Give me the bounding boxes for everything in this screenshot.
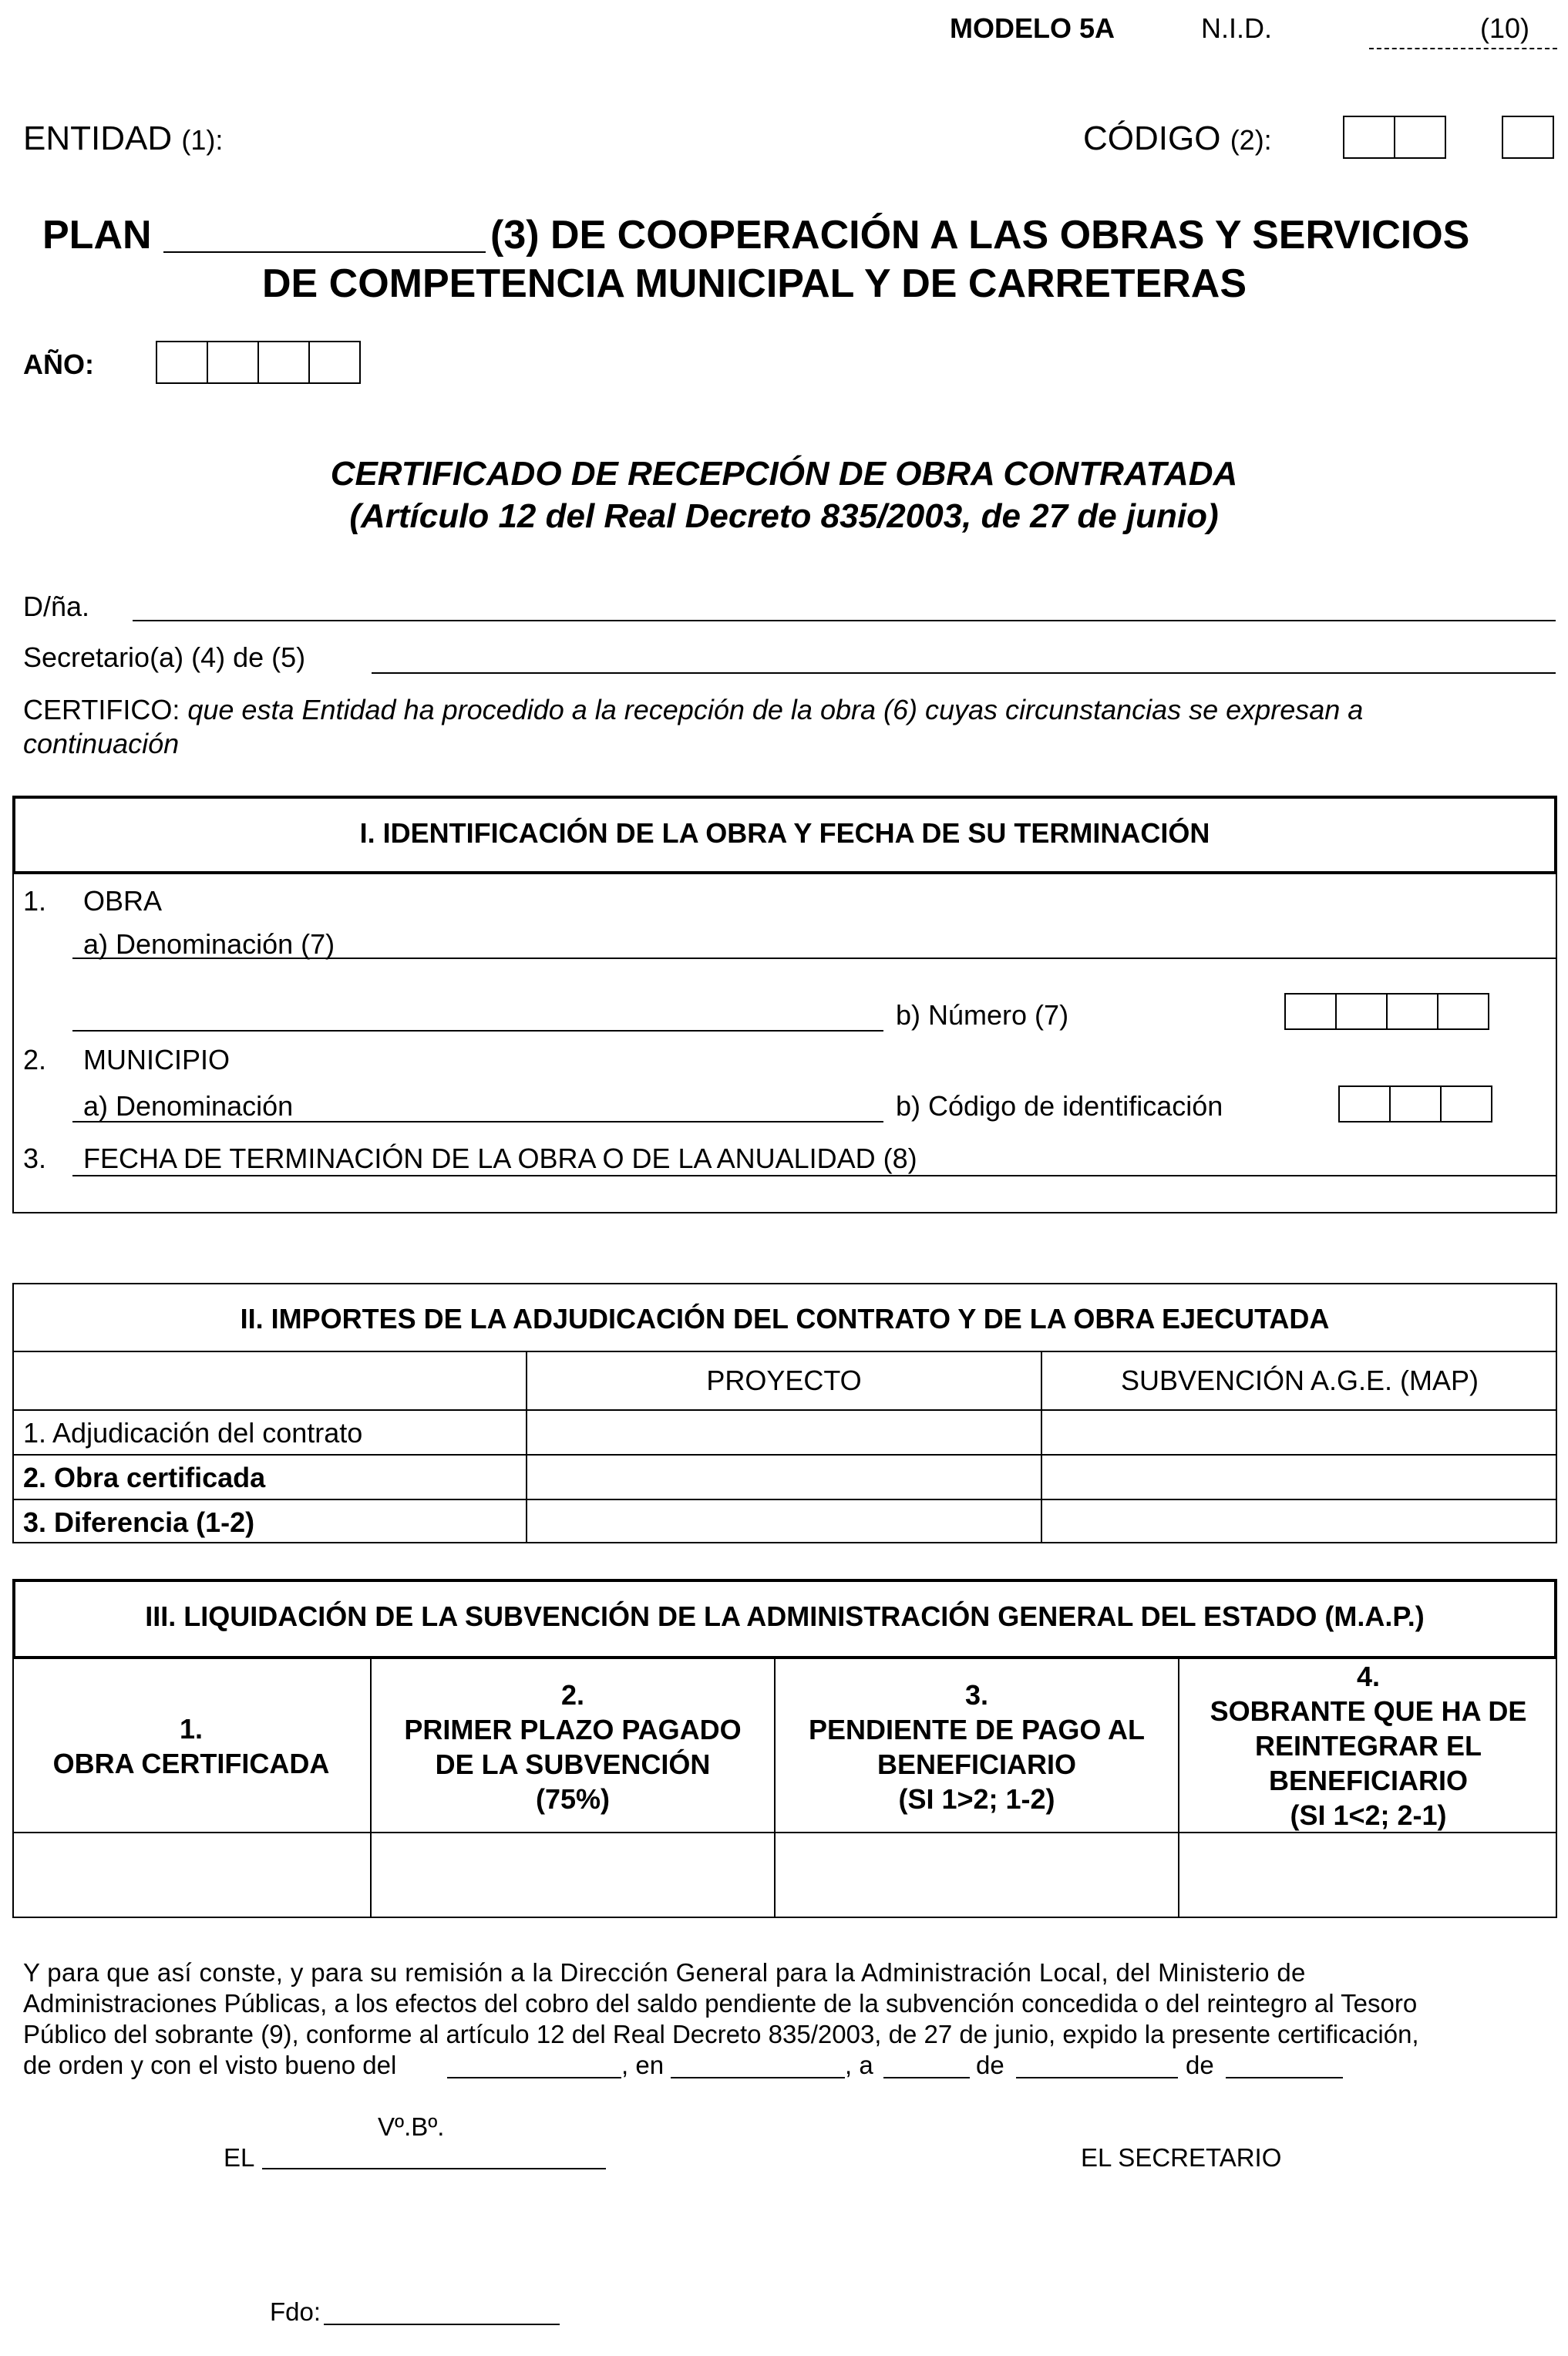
col1-label: OBRA CERTIFICADA bbox=[52, 1748, 330, 1779]
obra-label: OBRA bbox=[83, 885, 163, 917]
certifico-text1: que esta Entidad ha procedido a la recepción de la obra (6) cuyas circunstancias se expresan a bbox=[187, 694, 1364, 725]
obra-denominacion-line1[interactable] bbox=[72, 958, 1557, 959]
section2-rule-1 bbox=[12, 1351, 1557, 1352]
col2-line1: PRIMER PLAZO PAGADO bbox=[404, 1714, 742, 1745]
col-subvencion: SUBVENCIÓN A.G.E. (MAP) bbox=[1120, 1365, 1479, 1396]
obra-denominacion-label: a) Denominación (7) bbox=[83, 928, 335, 960]
fecha-label: FECHA DE TERMINACIÓN DE LA OBRA O DE LA ANUALIDAD (8) bbox=[83, 1143, 917, 1174]
fecha-line[interactable] bbox=[72, 1175, 1557, 1176]
col2-line2: DE LA SUBVENCIÓN bbox=[435, 1748, 711, 1780]
codigo-boxes-a[interactable] bbox=[1344, 116, 1446, 159]
col4-line2: REINTEGRAR EL bbox=[1254, 1730, 1482, 1762]
col3-header bbox=[776, 1678, 1178, 1816]
col3-line3: (SI 1>2; 1-2) bbox=[898, 1783, 1055, 1815]
municipio-codigo-label: b) Código de identificación bbox=[896, 1090, 1223, 1122]
dia-blank[interactable] bbox=[883, 2077, 970, 2078]
col2-num: 2. bbox=[560, 1679, 585, 1711]
col3-line1: PENDIENTE DE PAGO AL bbox=[808, 1714, 1146, 1745]
section2-rule-2 bbox=[12, 1409, 1557, 1411]
closing-line4-c: , a bbox=[845, 2051, 873, 2079]
closing-line4 bbox=[23, 2051, 396, 2080]
entidad-ref: (1): bbox=[181, 124, 224, 156]
closing-line2: Administraciones Públicas, a los efectos del cobro del saldo pendiente de la subvención concedida o del reintegro al Tesoro bbox=[23, 1989, 1418, 2018]
municipio-codigo-boxes[interactable] bbox=[1340, 1085, 1492, 1122]
anio-label: AÑO: bbox=[23, 348, 94, 380]
codigo-ref: (2): bbox=[1230, 124, 1272, 156]
secretario-field-line[interactable] bbox=[372, 672, 1556, 674]
plan-line1: (3) DE COOPERACIÓN A LAS OBRAS Y SERVICIOS bbox=[490, 213, 1470, 257]
col4-line1: SOBRANTE QUE HA DE bbox=[1210, 1695, 1527, 1727]
section1-title: I. IDENTIFICACIÓN DE LA OBRA Y FECHA DE SU TERMINACIÓN bbox=[359, 817, 1210, 849]
plan-line2: DE COMPETENCIA MUNICIPAL Y DE CARRETERAS bbox=[262, 261, 1247, 306]
municipio-num: 2. bbox=[23, 1044, 47, 1075]
el-label: EL bbox=[224, 2143, 255, 2172]
certificado-title: CERTIFICADO DE RECEPCIÓN DE OBRA CONTRATADA bbox=[330, 455, 1238, 493]
nid-label: N.I.D. bbox=[1201, 12, 1273, 44]
obra-numero-label: b) Número (7) bbox=[896, 999, 1069, 1031]
section2-rule-4 bbox=[12, 1499, 1557, 1500]
el-cargo-line[interactable] bbox=[262, 2168, 606, 2169]
closing-line3: Público del sobrante (9), conforme al artículo 12 del Real Decreto 835/2003, de 27 de junio, expido la presente certificación, bbox=[23, 2020, 1419, 2048]
closing-line4-d: de bbox=[976, 2051, 1004, 2079]
closing-line4-e: de bbox=[1186, 2051, 1214, 2079]
row-adjudicacion: 1. Adjudicación del contrato bbox=[23, 1417, 363, 1449]
nid-value: (10) bbox=[1480, 12, 1530, 44]
fecha-num: 3. bbox=[23, 1143, 47, 1174]
obra-denominacion-line2[interactable] bbox=[72, 1030, 883, 1032]
plan-prefix: PLAN bbox=[42, 213, 152, 257]
row-diferencia: 3. Diferencia (1-2) bbox=[23, 1506, 255, 1538]
col-proyecto: PROYECTO bbox=[706, 1365, 862, 1396]
codigo-field bbox=[1083, 119, 1272, 158]
certifico-line1 bbox=[23, 694, 1363, 726]
municipio-denominacion-line[interactable] bbox=[72, 1121, 883, 1122]
col3-num: 3. bbox=[964, 1679, 989, 1711]
section3-title: III. LIQUIDACIÓN DE LA SUBVENCIÓN DE LA ADMINISTRACIÓN GENERAL DEL ESTADO (M.A.P.) bbox=[145, 1600, 1425, 1632]
secretario-label: Secretario(a) (4) de (5) bbox=[23, 641, 306, 673]
dna-field-line[interactable] bbox=[133, 620, 1556, 621]
row-obra-certificada: 2. Obra certificada bbox=[23, 1462, 266, 1493]
col1-num: 1. bbox=[179, 1713, 204, 1745]
codigo-label: CÓDIGO bbox=[1083, 119, 1221, 157]
anio-blank[interactable] bbox=[1226, 2077, 1343, 2078]
dna-label: D/ña. bbox=[23, 591, 90, 622]
section2-rule-3 bbox=[12, 1454, 1557, 1456]
visto-bueno-blank[interactable] bbox=[447, 2077, 621, 2078]
certifico-text2: continuación bbox=[23, 728, 180, 759]
col4-num: 4. bbox=[1356, 1661, 1381, 1692]
secretario-signature-label: EL SECRETARIO bbox=[1081, 2143, 1282, 2172]
col4-line3: BENEFICIARIO bbox=[1268, 1765, 1468, 1796]
entidad-field bbox=[23, 119, 223, 158]
fdo-signature-line[interactable] bbox=[324, 2324, 560, 2325]
col4-line4: (SI 1<2; 2-1) bbox=[1290, 1799, 1447, 1831]
mes-blank[interactable] bbox=[1016, 2077, 1178, 2078]
entidad-label: ENTIDAD bbox=[23, 119, 173, 157]
col4-header bbox=[1179, 1659, 1557, 1833]
col3-line2: BENEFICIARIO bbox=[877, 1748, 1076, 1780]
closing-line4-b: , en bbox=[621, 2051, 665, 2079]
col1-header bbox=[12, 1711, 370, 1781]
nid-field-line[interactable] bbox=[1369, 48, 1557, 49]
closing-line1: Y para que así conste, y para su remisión a la Dirección General para la Administración Local, del Ministerio de bbox=[23, 1958, 1306, 1987]
certificado-subtitle: (Artículo 12 del Real Decreto 835/2003, de 27 de junio) bbox=[349, 497, 1219, 535]
closing-line4-a: de orden y con el visto bueno del bbox=[23, 2051, 397, 2079]
certifico-lead: CERTIFICO: bbox=[23, 694, 180, 725]
anio-boxes[interactable] bbox=[157, 341, 361, 384]
modelo-label: MODELO 5A bbox=[950, 12, 1115, 44]
obra-num: 1. bbox=[23, 885, 47, 917]
col2-line3: (75%) bbox=[535, 1783, 611, 1815]
plan-blank-line[interactable] bbox=[163, 251, 486, 253]
lugar-blank[interactable] bbox=[671, 2077, 845, 2078]
vobo-label: Vº.Bº. bbox=[378, 2112, 445, 2141]
municipio-denominacion-label: a) Denominación bbox=[83, 1090, 294, 1122]
col2-header bbox=[372, 1678, 774, 1816]
fdo-label: Fdo: bbox=[270, 2297, 321, 2326]
codigo-boxes-b[interactable] bbox=[1503, 116, 1554, 159]
obra-numero-boxes[interactable] bbox=[1286, 993, 1489, 1030]
municipio-label: MUNICIPIO bbox=[83, 1044, 230, 1075]
section2-title: II. IMPORTES DE LA ADJUDICACIÓN DEL CONTRATO Y DE LA OBRA EJECUTADA bbox=[240, 1303, 1330, 1335]
